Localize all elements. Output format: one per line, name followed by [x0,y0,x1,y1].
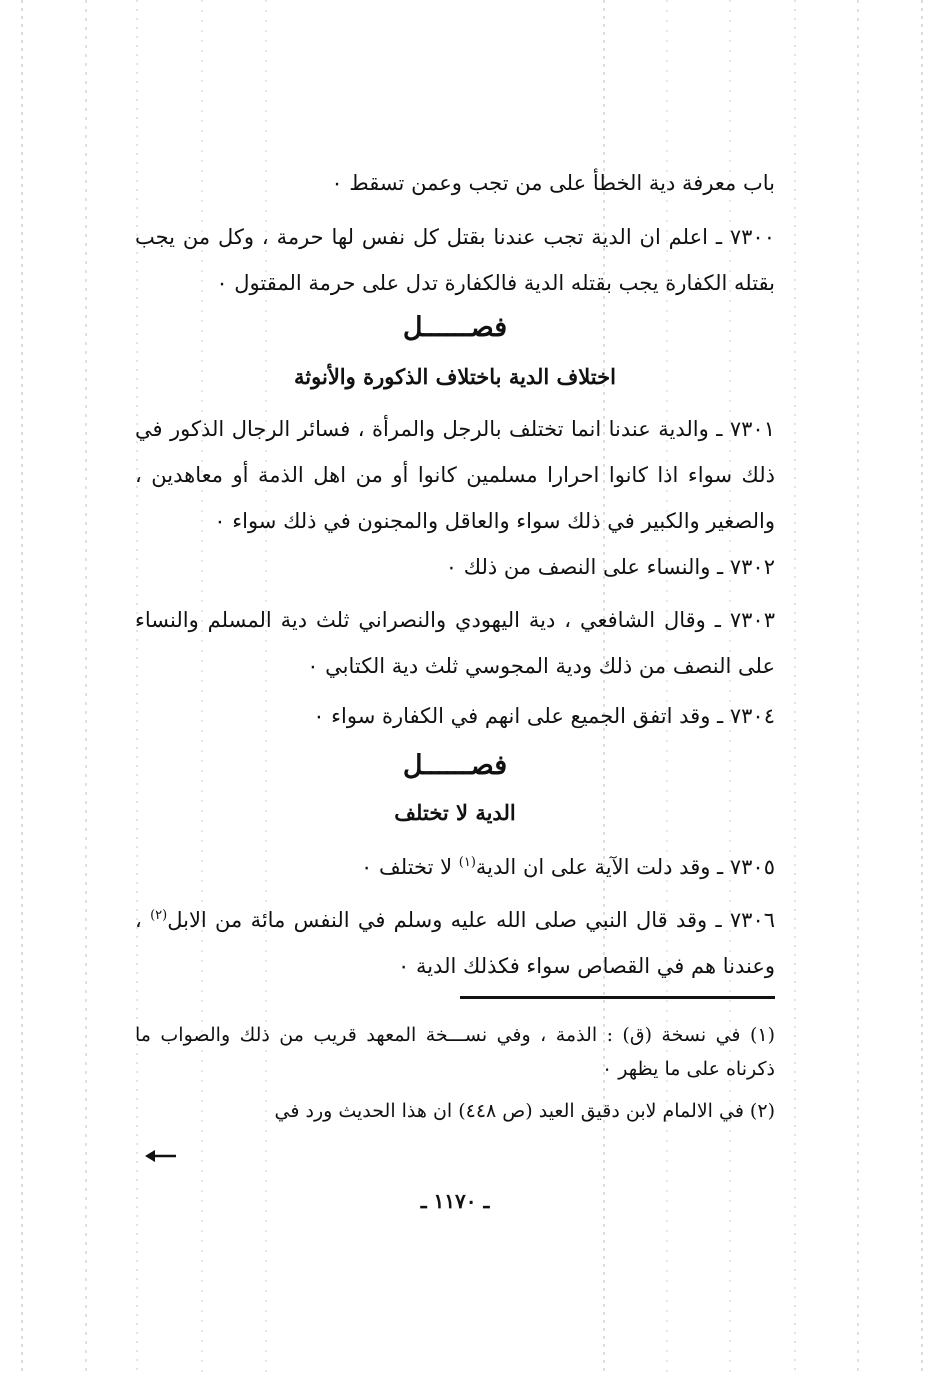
footnote-2: (٢) في الالمام لابن دقيق العيد (ص ٤٤٨) ان هذا الحديث ورد في [274,1100,775,1122]
paragraph-7303: ٧٣٠٣ ـ وقال الشافعي ، دية اليهودي والنصراني ثلث دية المسلم والنساء على النصف من ذلك ودية المجوسي ثلث دية الكتابي ٠ [135,608,775,678]
paragraph-7305-text-start: ٧٣٠٥ ـ وقد دلت الآية على ان الدية [475,855,775,879]
paragraph-7305 [135,840,775,890]
page-number: ـ ١١٧٠ ـ [420,1189,490,1213]
paragraph-7300: ٧٣٠٠ ـ اعلم ان الدية تجب عندنا بقتل كل نفس لها حرمة ، وكل من يجب بقتله الكفارة يجب بقتله الدية فالكفارة تدل على حرمة المقتول ٠ [135,225,775,295]
section-heading-fasl-2: فصــــــل [402,750,508,781]
paragraph-7304: ٧٣٠٤ ـ وقد اتفق الجميع على انهم في الكفارة سواء ٠ [313,704,775,728]
paragraph-7306-text-start: ٧٣٠٦ ـ وقد قال النبي صلى الله عليه وسلم في النفس مائة من الابل [167,908,776,932]
paragraph-7305-text-end: لا تختلف ٠ [361,855,459,879]
footnote-ref-1: (١) [458,855,476,870]
section-title-2: الدية لا تختلف [394,800,516,825]
paragraph-7306-text-end: ، وعندنا هم في القصاص سواء فكذلك الدية ٠ [135,908,775,978]
footnote-separator [460,996,775,999]
section-heading-fasl-1: فصــــــل [402,312,508,343]
section-title-1: اختلاف الدية باختلاف الذكورة والأنوثة [294,364,616,389]
paragraph-7302: ٧٣٠٢ ـ والنساء على النصف من ذلك ٠ [445,555,775,579]
continuation-arrow-icon [145,1146,177,1166]
paragraph-7301: ٧٣٠١ ـ والدية عندنا انما تختلف بالرجل والمرأة ، فسائر الرجال الذكور في ذلك سواء اذا كانوا احرارا مسلمين كانوا أو من اهل الذمة أو معاهدين ، والصغير والكبير في ذلك سواء والعاقل والمجنون في ذلك سواء ٠ [135,417,775,533]
footnote-ref-2: (٢) [150,908,168,923]
chapter-title: باب معرفة دية الخطأ على من تجب وعمن تسقط ٠ [331,171,775,195]
paragraph-7306 [135,893,775,989]
footnote-1: (١) في نسخة (ق) : الذمة ، وفي نســـخة المعهد قريب من ذلك والصواب ما ذكرناه على ما يظهر ٠ [135,1024,775,1080]
